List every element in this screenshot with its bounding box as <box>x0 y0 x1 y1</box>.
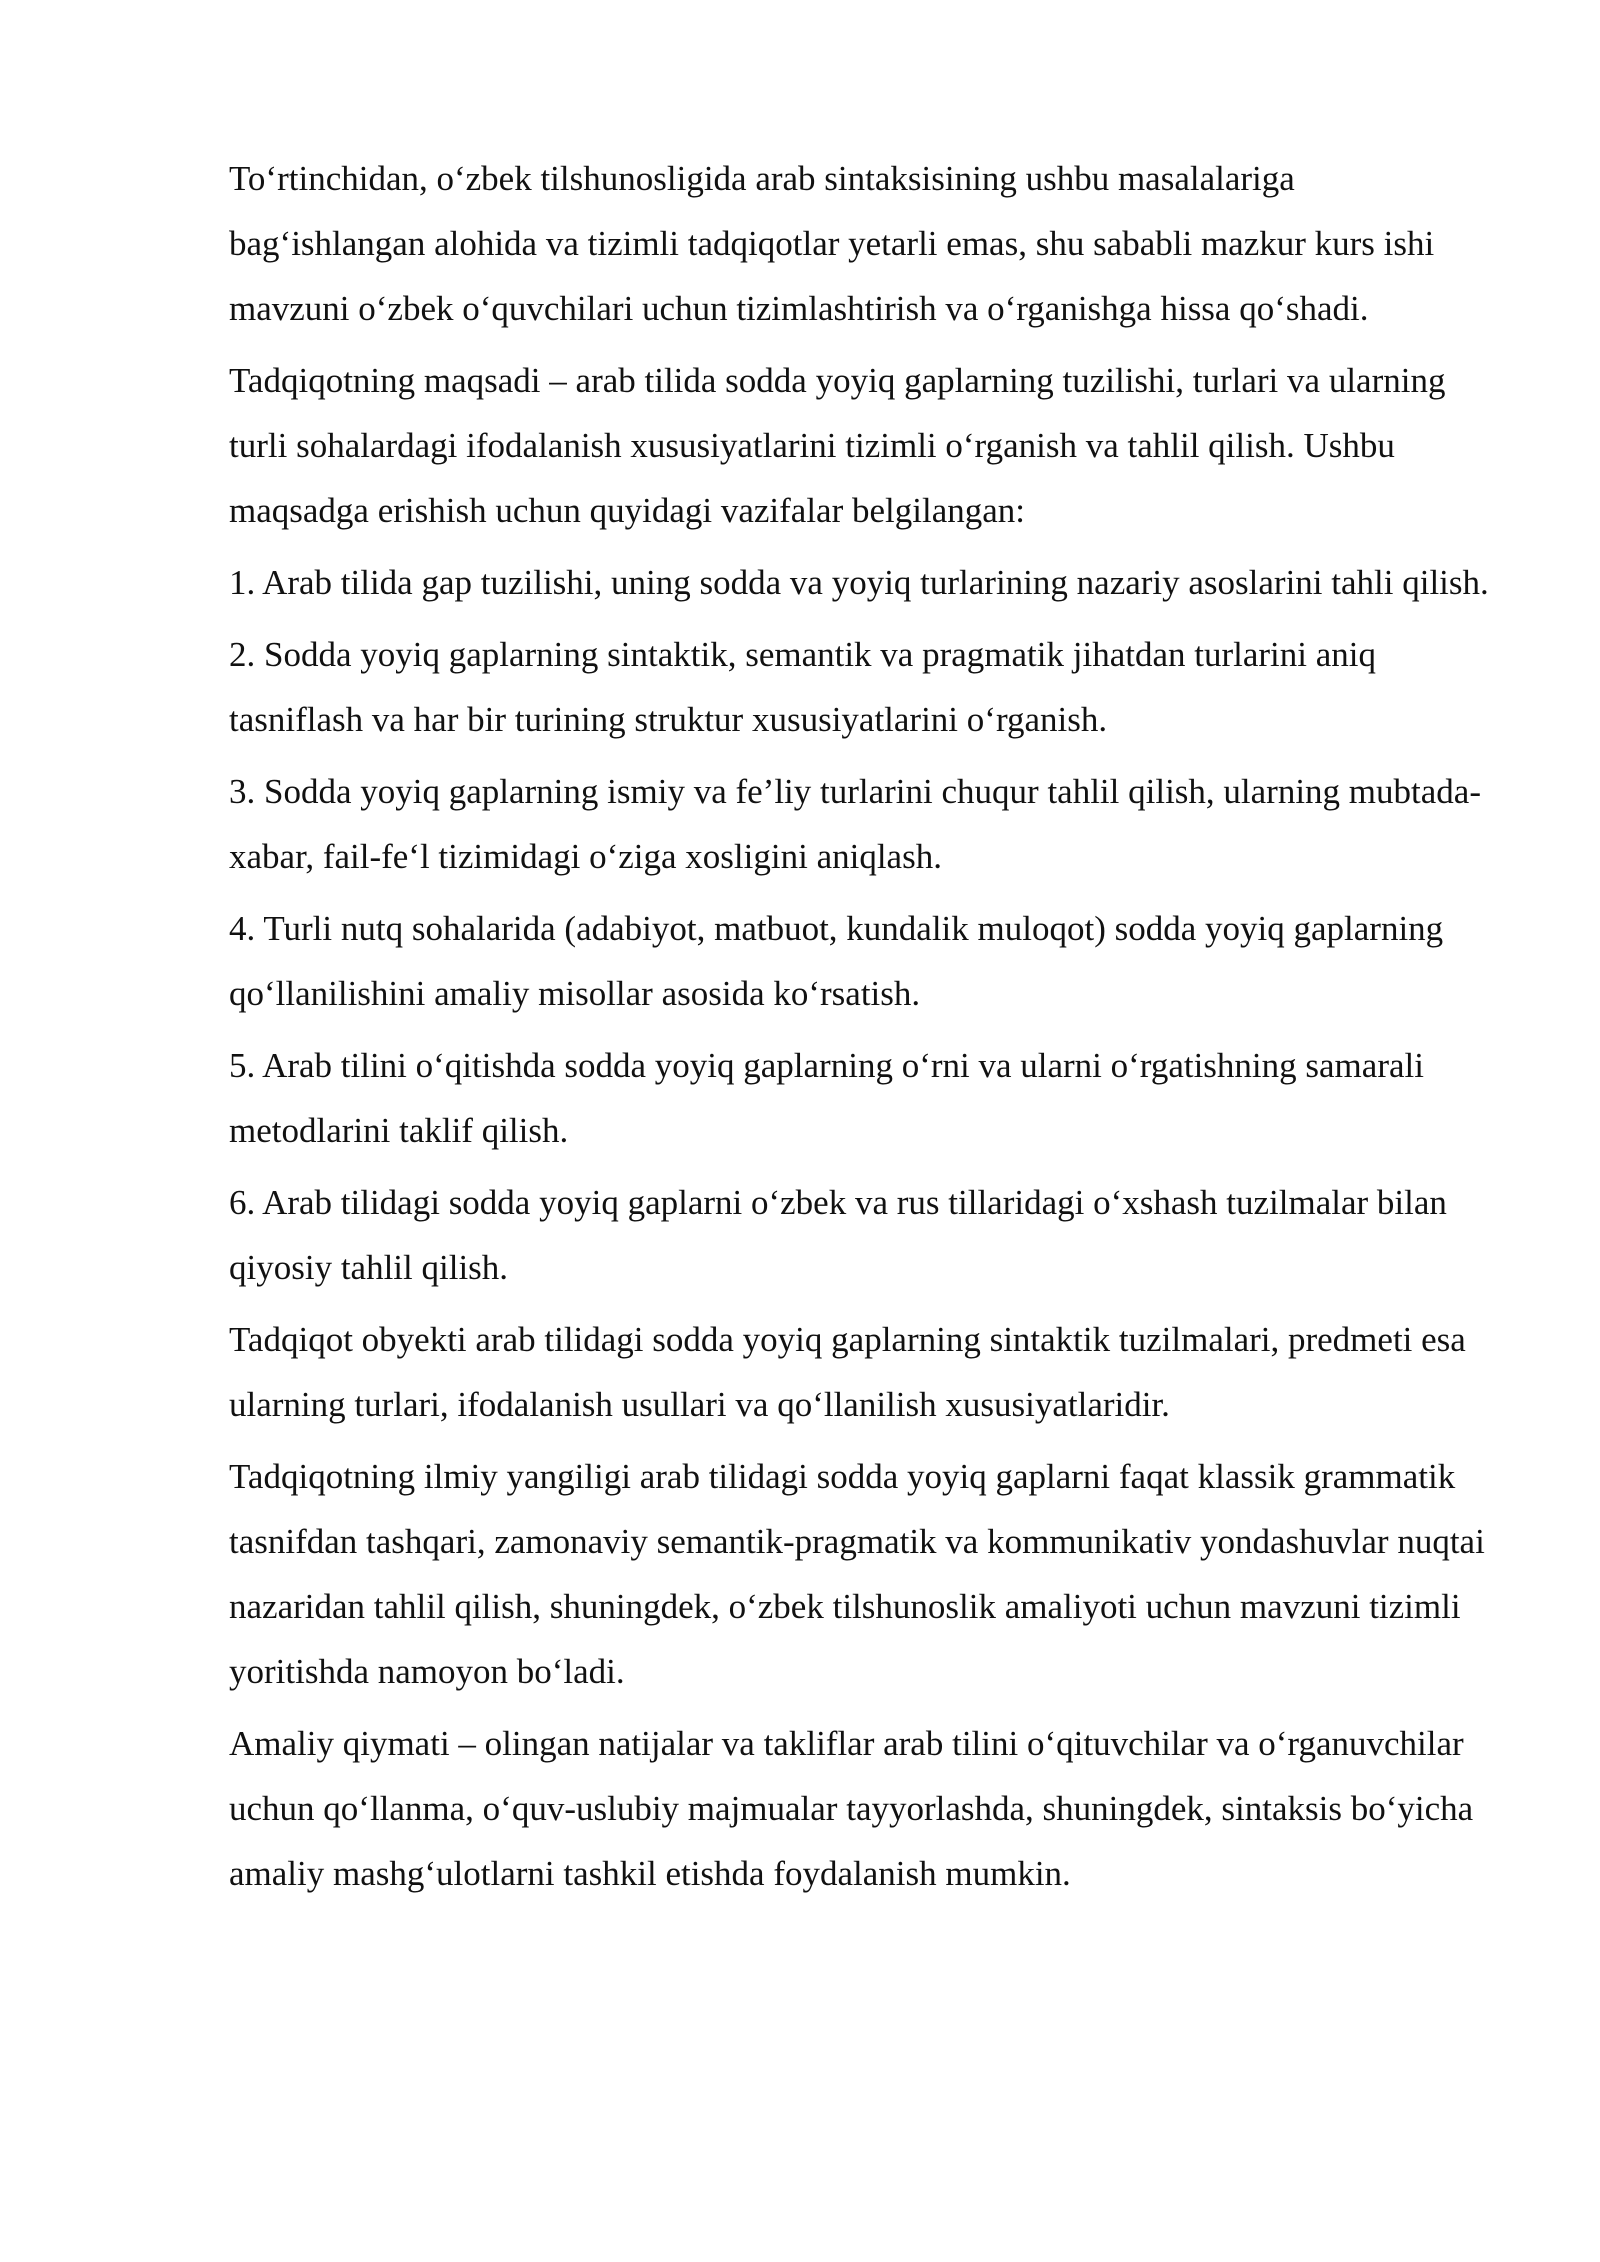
paragraph-motivation: To‘rtinchidan, o‘zbek tilshunosligida arab sintaksisining ushbu masalalariga bag‘ishlangan alohida va tizimli tadqiqotlar yetarli emas, shu sababli mazkur kurs ishi mavzuni o‘zbek o‘quvchilari uchun tizimlashtirish va o‘rganishga hissa qo‘shadi. <box>229 159 1435 328</box>
task-item-6: 6. Arab tilidagi sodda yoyiq gaplarni o‘zbek va rus tillaridagi o‘xshash tuzilmalar bilan qiyosiy tahlil qilish. <box>229 1183 1447 1287</box>
task-item-4: 4. Turli nutq sohalarida (adabiyot, matbuot, kundalik muloqot) sodda yoyiq gaplarning qo‘llanilishini amaliy misollar asosida ko‘rsatish. <box>229 909 1444 1013</box>
document-body <box>229 146 1491 1913</box>
task-item-1: 1. Arab tilida gap tuzilishi, uning sodda va yoyiq turlarining nazariy asoslarini tahli qilish. <box>229 563 1489 602</box>
paragraph-practical-value: Amaliy qiymati – olingan natijalar va takliflar arab tilini o‘qituvchilar va o‘rganuvchilar uchun qo‘llanma, o‘quv-uslubiy majmualar tayyorlashda, shuningdek, sintaksis bo‘yicha amaliy mashg‘ulotlarni tashkil etishda foydalanish mumkin. <box>229 1724 1474 1893</box>
task-item-5: 5. Arab tilini o‘qitishda sodda yoyiq gaplarning o‘rni va ularni o‘rgatishning samarali metodlarini taklif qilish. <box>229 1046 1424 1150</box>
paragraph-scientific-novelty: Tadqiqotning ilmiy yangiligi arab tilidagi sodda yoyiq gaplarni faqat klassik grammatik tasnifdan tashqari, zamonaviy semantik-pragmatik va kommunikativ yondashuvlar nuqtai nazaridan tahlil qilish, shuningdek, o‘zbek tilshunoslik amaliyoti uchun mavzuni tizimli yoritishda namoyon bo‘ladi. <box>229 1457 1485 1691</box>
task-item-3: 3. Sodda yoyiq gaplarning ismiy va fe’liy turlarini chuqur tahlil qilish, ularning mubtada-xabar, fail-fe‘l tizimidagi o‘ziga xosligini aniqlash. <box>229 772 1481 876</box>
task-item-2: 2. Sodda yoyiq gaplarning sintaktik, semantik va pragmatik jihatdan turlarini aniq tasniflash va har bir turining struktur xususiyatlarini o‘rganish. <box>229 635 1376 739</box>
paragraph-research-object: Tadqiqot obyekti arab tilidagi sodda yoyiq gaplarning sintaktik tuzilmalari, predmeti esa ularning turlari, ifodalanish usullari va qo‘llanilish xususiyatlaridir. <box>229 1320 1466 1424</box>
paragraph-research-goal: Tadqiqotning maqsadi – arab tilida sodda yoyiq gaplarning tuzilishi, turlari va ularning turli sohalardagi ifodalanish xususiyatlarini tizimli o‘rganish va tahlil qilish. Ushbu maqsadga erishish uchun quyidagi vazifalar belgilangan: <box>229 361 1446 530</box>
